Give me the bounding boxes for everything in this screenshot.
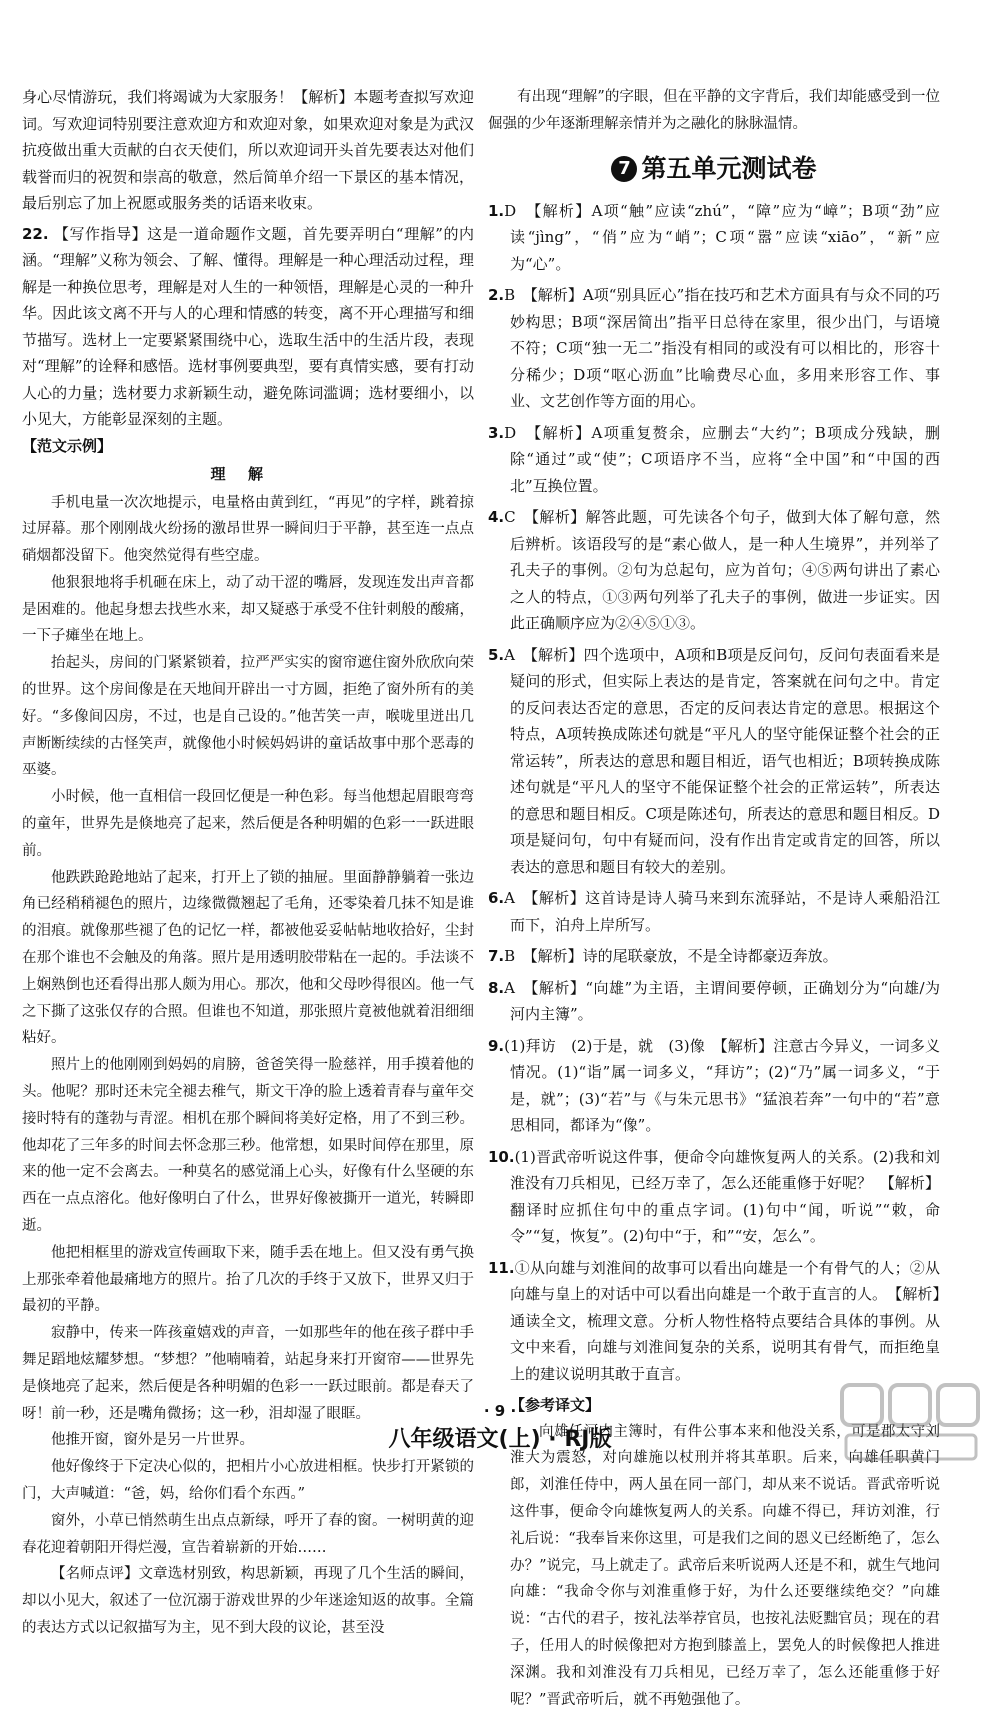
reference-translation-label: 【参考译文】	[510, 1396, 601, 1415]
question-22-text: 【写作指导】这是一道命题作文题，首先要弄明白“理解”的内涵。“理解”义称为领会、了解、懂得。理解是一种心理活动过程，理解是一种换位思考，理解是对人生的一种领悟，理解是心灵的一种升华。因此该文离不开与人的心理和情感的转变，离不开心理描写和细节描写。选材上一定要紧紧围绕中心，选取生活中的生活片段，表现对“理解”的诠释和感悟。选材事例要典型，要有真情实感，要有打动人心的力量；选材要力求新颖生动，避免陈词滥调；选材要细小，以小见大，方能彰显深刻的主题。	[22, 224, 474, 428]
essay-body	[22, 490, 474, 1642]
answer-text: C 【解析】解答此题，可先读各个句子，做到大体了解句意，然后辨析。该语段写的是“素心做人，是一种人生境界”，并列举了孔夫子的事例。②句为总起句，应为首句；④⑤两句讲出了素心之人的特点，①③两句列举了孔夫子的事例，做进一步证实。因此正确顺序应为②④⑤①③。	[504, 508, 940, 633]
essay-paragraph: 他好像终于下定决心似的，把相片小心放进相框。快步打开紧锁的门，大声喊道：“爸，妈，给你们看个东西。”	[22, 1459, 474, 1502]
answer-text: D 【解析】A项重复赘余，应删去“大约”；B项成分残缺，删除“通过”或“使”；C项语序不当，应将“全中国”和“中国的西北”互换位置。	[504, 423, 940, 495]
answer-text: (1)拜访 (2)于是，就 (3)像 【解析】注意古今异义，一词多义情况。(1)“诣”属一词多义，“拜访”；(2)“乃”属一词多义，“于是，就”；(3)“若”与《与朱元思书》“猛浪若奔”一句中的“若”意思相同，都译为“像”。	[504, 1036, 940, 1135]
answer-text: A 【解析】四个选项中，A项和B项是反问句，反问句表面看来是疑问的形式，但实际上表达的是肯定，答案就在问句之中。肯定的反问表达否定的意思，否定的反问表达肯定的意思。根据这个特点，A项转换成陈述句就是“平凡人的坚守能保证整个社会的正常运转”，所表达的意思和题目相近，语气也相近；B项转换成陈述句就是“平凡人的坚守不能保证整个社会的正常运转”，所表达的意思和题目相反。C项是陈述句，所表达的意思和题目相反。D项是疑问句，句中有疑而问，没有作出肯定或肯定的回答，所以表达的意思和题目有较大的差别。	[504, 645, 940, 876]
answer-item	[488, 282, 940, 415]
book-title: 八年级语文(上) · RJ版	[388, 1427, 612, 1452]
answer-number: 9.	[488, 1036, 505, 1055]
model-essay-label: 【范文示例】	[22, 436, 113, 455]
essay-paragraph: 抬起头，房间的门紧紧锁着，拉严严实实的窗帘遮住窗外欣欣向荣的世界。这个房间像是在天地间开辟出一寸方圆，拒绝了窗外所有的美好。“多像间囚房，不过，也是自己设的。”他苦笑一声，喉咙里迸出几声断断续续的古怪笑声，就像他小时候妈妈讲的童话故事中那个恶毒的巫婆。	[22, 655, 474, 779]
page-number: · 9 ·	[483, 1402, 517, 1420]
question-22-number: 22.	[22, 224, 49, 243]
watermark-logo	[836, 1379, 986, 1465]
answer-item	[488, 642, 940, 881]
essay-paragraph: 寂静中，传来一阵孩童嬉戏的声音，一如那些年的他在孩子群中手舞足蹈地炫耀梦想。“梦想？”他喃喃着，站起身来打开窗帘——世界先是倏地亮了起来，然后便是各种明媚的色彩一一跃过眼前。都是春天了呀！前一秒，还是嘴角微扬；这一秒，泪却湿了眼眶。	[22, 1325, 474, 1422]
essay-paragraph: 小时候，他一直相信一段回忆便是一种色彩。每当他想起眉眼弯弯的童年，世界先是倏地亮了起来，然后便是各种明媚的色彩一一跃进眼前。	[22, 789, 474, 859]
essay-title: 理解	[210, 465, 286, 483]
answer-number: 2.	[488, 286, 505, 305]
answer-item	[488, 420, 940, 500]
answer-number: 8.	[488, 978, 505, 997]
essay-paragraph: 他狠狠地将手机砸在床上，动了动干涩的嘴唇，发现连发出声音都是困难的。他起身想去找些水来，却又疑惑于承受不住针刺般的酸痛，一下子瘫坐在地上。	[22, 574, 474, 645]
answer-text: B 【解析】A项“别具匠心”指在技巧和艺术方面具有与众不同的巧妙构思；B项“深居简出”指平日总待在家里，很少出门，与语境不符；C项“独一无二”指没有相同的或没有可以相比的，形容十分稀少；D项“呕心沥血”比喻费尽心血，多用来形容工作、事业、文艺创作等方面的用心。	[504, 286, 940, 411]
right-column	[488, 84, 940, 1713]
essay-paragraph: 他把相框里的游戏宣传画取下来，随手丢在地上。但又没有勇气换上那张牵着他最痛地方的照片。抬了几次的手终于又放下，世界又归于最初的平静。	[22, 1244, 474, 1315]
answer-item	[488, 885, 940, 938]
answer-item	[488, 198, 940, 278]
answer-number: 11.	[488, 1258, 515, 1277]
essay-paragraph: 他推开窗，窗外是另一片世界。	[51, 1432, 254, 1449]
teacher-comment: 【名师点评】文章选材别致，构思新颖，再现了几个生活的瞬间，却以小见大，叙述了一位沉溺于游戏世界的少年迷途知返的故事。全篇的表达方式以记叙描写为主，见不到大段的议论，甚至没	[22, 1566, 474, 1636]
answer-item	[488, 504, 940, 637]
answer-number: 6.	[488, 889, 505, 908]
essay-paragraph: 手机电量一次次地提示，电量格由黄到红，“再见”的字样，跳着掠过屏幕。那个刚刚战火纷扬的激昂世界一瞬间归于平静，甚至连一点点硝烟都没留下。他突然觉得有些空虚。	[22, 494, 474, 565]
section-number-badge: 7	[611, 156, 637, 182]
comment-continuation: 有出现“理解”的字眼，但在平静的文字背后，我们却能感受到一位倔强的少年逐渐理解亲情并为之融化的脉脉温情。	[488, 89, 940, 132]
answer-text: D 【解析】A项“触”应读“zhú”，“障”应为“嶂”；B项“劲”应读“jìng”，“俏”应为“峭”；C项“嚣”应读“xiāo”，“新”应为“心”。	[504, 201, 940, 273]
answer-item	[488, 975, 940, 1028]
answer-number: 1.	[488, 201, 505, 220]
answer-number: 3.	[488, 423, 505, 442]
reference-translation-text: 向雄任河内主簿时，有件公事本来和他没关系，可是郡太守刘淮大为震怒，对向雄施以杖刑并将其革职。后来，向雄任职黄门郎，刘淮任侍中，两人虽在同一部门，却从来不说话。晋武帝听说这件事，便命令向雄恢复两人的关系。向雄不得已，拜访刘淮，行礼后说：“我奉旨来你这里，可是我们之间的恩义已经断绝了，怎么办？”说完，马上就走了。武帝后来听说两人还是不和，就生气地问向雄：“我命令你与刘淮重修于好，为什么还要继续绝交？”向雄说：“古代的君子，按礼法举荐官员，也按礼法贬黜官员；现在的君子，任用人的时候像把对方抱到膝盖上，罢免人的时候像把人推进深渊。我和刘淮没有刀兵相见，已经万幸了，怎么还能重修于好呢？”晋武帝听后，就不再勉强他了。	[510, 1423, 940, 1708]
answer-number: 4.	[488, 508, 505, 527]
answer-item	[488, 943, 940, 970]
answer-text: (1)晋武帝听说这件事，便命令向雄恢复两人的关系。(2)我和刘淮没有刀兵相见，已经万幸了，怎么还能重修于好呢？ 【解析】翻译时应抓住句中的重点字词。(1)句中“闻，听说”“敕，命令”“复，恢复”。(2)句中“于，和”“安，怎么”。	[510, 1147, 940, 1246]
answer-text: A 【解析】“向雄”为主语，主谓间要停顿，正确划分为“向雄/为河内主簿”。	[504, 978, 940, 1024]
essay-paragraph: 窗外，小草已悄然萌生出点点新绿，呼开了春的窗。一树明黄的迎春花迎着朝阳开得烂漫，宣告着崭新的开始……	[22, 1512, 474, 1556]
answer-item	[488, 1144, 940, 1250]
essay-paragraph: 照片上的他刚刚到妈妈的肩膀，爸爸笑得一脸慈祥，用手摸着他的头。他呢？那时还未完全褪去稚气，斯文干净的脸上透着青春与童年交接时特有的蓬勃与青涩。相机在那个瞬间将美好定格，用了不到三秒。他却花了三年多的时间去怀念那三秒。他常想，如果时间停在那里，原来的他一定不会离去。一种莫名的感觉涌上心头，好像有什么坚硬的东西在一点点溶化。他好像明白了什么，世界好像被撕开一道光，转瞬即逝。	[22, 1057, 474, 1235]
question-22	[22, 221, 474, 433]
answer-text: A 【解析】这首诗是诗人骑马来到东流驿站，不是诗人乘船沿江而下，泊舟上岸所写。	[504, 889, 940, 934]
left-top-paragraph: 身心尽情游玩，我们将竭诚为大家服务！【解析】本题考查拟写欢迎词。写欢迎词特别要注意欢迎方和欢迎对象，如果欢迎对象是为武汉抗疫做出重大贡献的白衣天使们，所以欢迎词开头首先要表达对他们载誉而归的祝贺和崇高的敬意，然后简单介绍一下景区的基本情况，最后别忘了加上祝愿或服务类的话语来收束。	[22, 88, 474, 212]
answer-item	[488, 1255, 940, 1388]
answer-number: 5.	[488, 645, 505, 664]
section-title: 第五单元测试卷	[641, 153, 817, 183]
answer-text: ①从向雄与刘淮间的故事可以看出向雄是一个有骨气的人；②从向雄与皇上的对话中可以看出向雄是一个敢于直言的人。 【解析】通读全文，梳理文意。分析人物性格特点要结合具体的事例。从文中来看，向雄与刘淮间复杂的关系，说明其有骨气，而拒绝皇上的建议说明其敢于直言。	[510, 1258, 940, 1383]
answer-item	[488, 1033, 940, 1139]
section-heading	[488, 152, 940, 186]
answer-text: B 【解析】诗的尾联豪放，不是全诗都豪迈奔放。	[504, 947, 838, 966]
answer-number: 10.	[488, 1147, 515, 1166]
answer-number: 7.	[488, 947, 505, 966]
essay-paragraph: 他跌跌跄跄地站了起来，打开上了锁的抽屉。里面静静躺着一张边角已经稍稍褪色的照片，边缘微微翘起了毛角，还零染着几抹不知是谁的泪痕。就像那些褪了色的记忆一样，都被他妥妥帖帖地收拾好，尘封在那个谁也不会触及的角落。照片是用透明胶带粘在一起的。手法谈不上娴熟倒也还看得出那人颇为用心。那次，他和父母吵得很凶。他一气之下撕了这张仅存的合照。但谁也不知道，那张照片竟被他就着泪细细粘好。	[22, 869, 474, 1047]
